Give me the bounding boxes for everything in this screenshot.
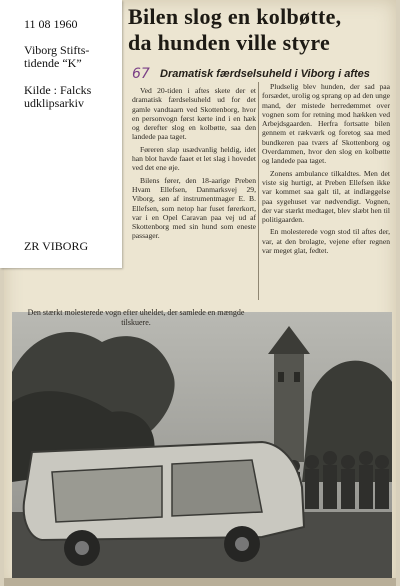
headline-line-1: Bilen slog en kolbøtte, (128, 4, 342, 29)
note-zr: ZR VIBORG (24, 239, 89, 253)
accident-photo (12, 312, 392, 578)
left-paragraph: Føreren slap usædvanlig heldig, idet han blot havde faaet et let slag i hovedet ved det ene øje. (132, 144, 256, 173)
article-column-left (132, 86, 256, 244)
note-source-line-1: Viborg Stifts- (24, 43, 90, 57)
right-paragraph: En molesterede vogn stod til aftes der, var, at den brolagte, vejene efter regnen var meget glat, fedtet. (262, 227, 390, 256)
note-date: 11 08 1960 (24, 17, 78, 31)
left-paragraph: Ved 20-tiden i aftes skete der et dramatisk færdselsuheld ud for det gamle vandtaarn ved Skottenborg, hvor en personvogn først kørte ind i en hæk og derefter slog en kolbøtte, saa den landede paa taget. (132, 86, 256, 142)
scan-edge (4, 578, 396, 586)
note-kilde-line-2: udklipsarkiv (24, 96, 84, 110)
note-source (24, 44, 89, 70)
archive-label-note (0, 0, 122, 268)
column-divider (258, 82, 259, 300)
headline-line-2: da hunden ville styre (128, 30, 331, 55)
handwritten-number: 67 (132, 66, 150, 82)
note-source-line-2: tidende “K” (24, 56, 82, 70)
photo-drawing (12, 312, 392, 578)
left-paragraph: Bilens fører, den 18-aarige Preben Hvam Ellefsen, Danmarksvej 29, Viborg, søn af instrumentmager E. B. Ellefsen, som netop har fuset førerkort, var i en Opel Caravan paa vej ud af Skottenborg med sin hund som eneste passager. (132, 175, 256, 241)
headline (128, 4, 392, 56)
note-kilde (24, 84, 91, 110)
right-paragraph: Zonens ambulance tilkaldtes. Men det viste sig hurtigt, at Preben Ellefsen ikke var kommet saa galt til, at indlæggelse paa sygehuset var nødvendigt. Vognen, der var stærkt medtaget, blev slæbt hen til politigaarden. (262, 168, 390, 225)
note-kilde-line-1: Kilde : Falcks (24, 83, 92, 97)
right-paragraph: Pludselig blev hunden, der sad paa forsædet, urolig og sprang op ad den unge mand, der mistede herredømmet over vognen som for retning mod hækken ved Arbejdsgaarden. Herfra fortsatte bilen gennem et rækværk og foretog saa med bundkeren paa tværs af Skottenborg og Overdammen, hvor den slog en kolbøtte og landede paa taget. (262, 82, 390, 166)
subheadline: Dramatisk færdselsuheld i Viborg i aftes (160, 68, 370, 80)
photo-caption: Den stærkt molesterede vogn efter uheldet, der samlede en mængde tilskuere. (27, 308, 245, 327)
article-column-right (262, 82, 390, 258)
